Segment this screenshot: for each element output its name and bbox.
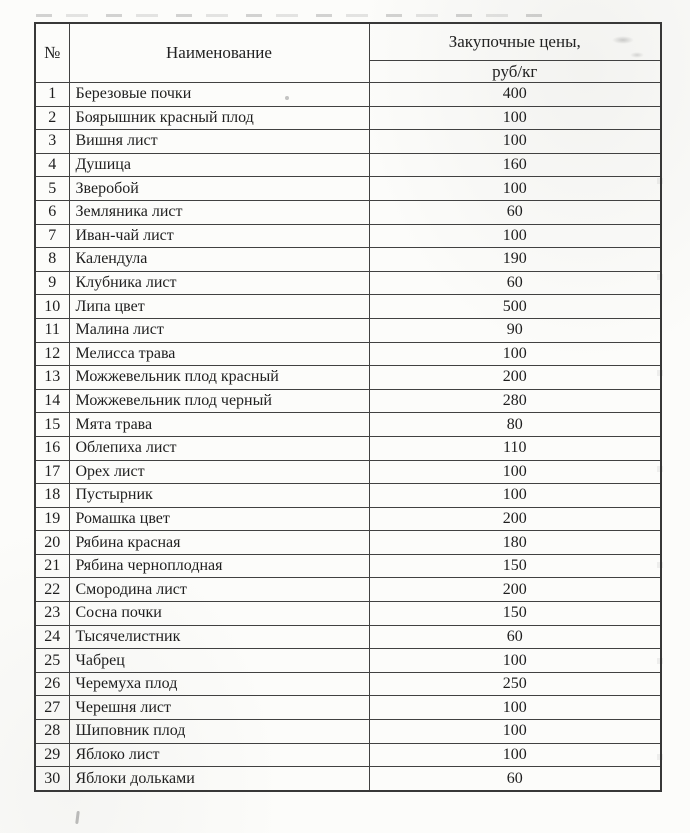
row-number: 29 [35, 743, 69, 767]
row-price: 100 [369, 743, 661, 767]
row-name: Яблоко лист [69, 743, 369, 767]
row-name: Чабрец [69, 649, 369, 673]
row-name: Можжевельник плод красный [69, 366, 369, 390]
row-name: Рябина красная [69, 531, 369, 555]
row-name: Березовые почки [69, 83, 369, 107]
row-price: 100 [369, 649, 661, 673]
table-row [35, 200, 661, 224]
row-number: 23 [35, 602, 69, 626]
row-price: 100 [369, 720, 661, 744]
row-number: 24 [35, 625, 69, 649]
row-name: Липа цвет [69, 295, 369, 319]
row-price: 110 [369, 436, 661, 460]
table-row [35, 578, 661, 602]
row-name: Смородина лист [69, 578, 369, 602]
row-name: Мелисса трава [69, 342, 369, 366]
row-name: Иван-чай лист [69, 224, 369, 248]
price-table-body [35, 83, 661, 791]
row-name: Черешня лист [69, 696, 369, 720]
header-row-top [35, 23, 661, 61]
table-row [35, 366, 661, 390]
table-row [35, 106, 661, 130]
row-name: Мята трава [69, 413, 369, 437]
table-row [35, 83, 661, 107]
row-number: 11 [35, 318, 69, 342]
row-price: 280 [369, 389, 661, 413]
row-number: 15 [35, 413, 69, 437]
row-name: Сосна почки [69, 602, 369, 626]
table-row [35, 767, 661, 791]
row-name: Яблоки дольками [69, 767, 369, 791]
row-price: 200 [369, 578, 661, 602]
row-name: Зверобой [69, 177, 369, 201]
row-price: 500 [369, 295, 661, 319]
table-row [35, 389, 661, 413]
row-name: Черемуха плод [69, 672, 369, 696]
row-price: 400 [369, 83, 661, 107]
row-price: 100 [369, 130, 661, 154]
row-price: 200 [369, 366, 661, 390]
row-name: Клубника лист [69, 271, 369, 295]
row-number: 10 [35, 295, 69, 319]
row-price: 150 [369, 554, 661, 578]
row-price: 100 [369, 106, 661, 130]
table-row [35, 696, 661, 720]
price-table [34, 22, 662, 792]
row-name: Малина лист [69, 318, 369, 342]
column-header-price: Закупочные цены, [369, 23, 661, 61]
row-number: 3 [35, 130, 69, 154]
table-row [35, 436, 661, 460]
row-name: Календула [69, 248, 369, 272]
row-price: 100 [369, 460, 661, 484]
row-number: 5 [35, 177, 69, 201]
row-price: 150 [369, 602, 661, 626]
row-price: 60 [369, 200, 661, 224]
row-name: Душица [69, 153, 369, 177]
row-price: 60 [369, 271, 661, 295]
table-row [35, 248, 661, 272]
table-row [35, 318, 661, 342]
row-number: 25 [35, 649, 69, 673]
row-number: 4 [35, 153, 69, 177]
row-number: 7 [35, 224, 69, 248]
row-price: 200 [369, 507, 661, 531]
row-number: 13 [35, 366, 69, 390]
row-number: 8 [35, 248, 69, 272]
table-row [35, 413, 661, 437]
table-row [35, 295, 661, 319]
table-row [35, 484, 661, 508]
row-number: 28 [35, 720, 69, 744]
table-row [35, 271, 661, 295]
scan-artifact-bottom-mark [75, 811, 80, 824]
table-row [35, 554, 661, 578]
table-row [35, 672, 661, 696]
row-number: 14 [35, 389, 69, 413]
row-name: Облепиха лист [69, 436, 369, 460]
scan-artifact-top-line [36, 14, 556, 17]
table-row [35, 130, 661, 154]
row-name: Можжевельник плод черный [69, 389, 369, 413]
table-row [35, 720, 661, 744]
row-number: 6 [35, 200, 69, 224]
row-price: 60 [369, 625, 661, 649]
row-price: 250 [369, 672, 661, 696]
column-header-number: № [35, 23, 69, 83]
row-price: 60 [369, 767, 661, 791]
table-row [35, 625, 661, 649]
row-number: 16 [35, 436, 69, 460]
table-row [35, 177, 661, 201]
row-number: 2 [35, 106, 69, 130]
table-row [35, 153, 661, 177]
row-price: 100 [369, 224, 661, 248]
row-price: 100 [369, 177, 661, 201]
price-table-header [35, 23, 661, 83]
row-number: 27 [35, 696, 69, 720]
row-number: 20 [35, 531, 69, 555]
row-price: 100 [369, 696, 661, 720]
row-number: 19 [35, 507, 69, 531]
row-name: Шиповник плод [69, 720, 369, 744]
row-name: Пустырник [69, 484, 369, 508]
row-number: 22 [35, 578, 69, 602]
row-name: Вишня лист [69, 130, 369, 154]
row-price: 190 [369, 248, 661, 272]
row-name: Тысячелистник [69, 625, 369, 649]
table-row [35, 602, 661, 626]
row-price: 90 [369, 318, 661, 342]
row-number: 18 [35, 484, 69, 508]
row-number: 21 [35, 554, 69, 578]
row-number: 12 [35, 342, 69, 366]
table-row [35, 460, 661, 484]
row-number: 30 [35, 767, 69, 791]
column-header-price-unit: руб/кг [369, 61, 661, 83]
row-number: 17 [35, 460, 69, 484]
row-name: Орех лист [69, 460, 369, 484]
row-name: Боярышник красный плод [69, 106, 369, 130]
row-price: 80 [369, 413, 661, 437]
row-price: 100 [369, 342, 661, 366]
table-row [35, 507, 661, 531]
table-row [35, 649, 661, 673]
row-number: 1 [35, 83, 69, 107]
row-name: Рябина черноплодная [69, 554, 369, 578]
row-price: 180 [369, 531, 661, 555]
row-name: Земляника лист [69, 200, 369, 224]
table-row [35, 224, 661, 248]
table-row [35, 342, 661, 366]
column-header-name: Наименование [69, 23, 369, 83]
table-row [35, 531, 661, 555]
row-name: Ромашка цвет [69, 507, 369, 531]
row-price: 100 [369, 484, 661, 508]
row-number: 26 [35, 672, 69, 696]
table-row [35, 743, 661, 767]
row-number: 9 [35, 271, 69, 295]
row-price: 160 [369, 153, 661, 177]
